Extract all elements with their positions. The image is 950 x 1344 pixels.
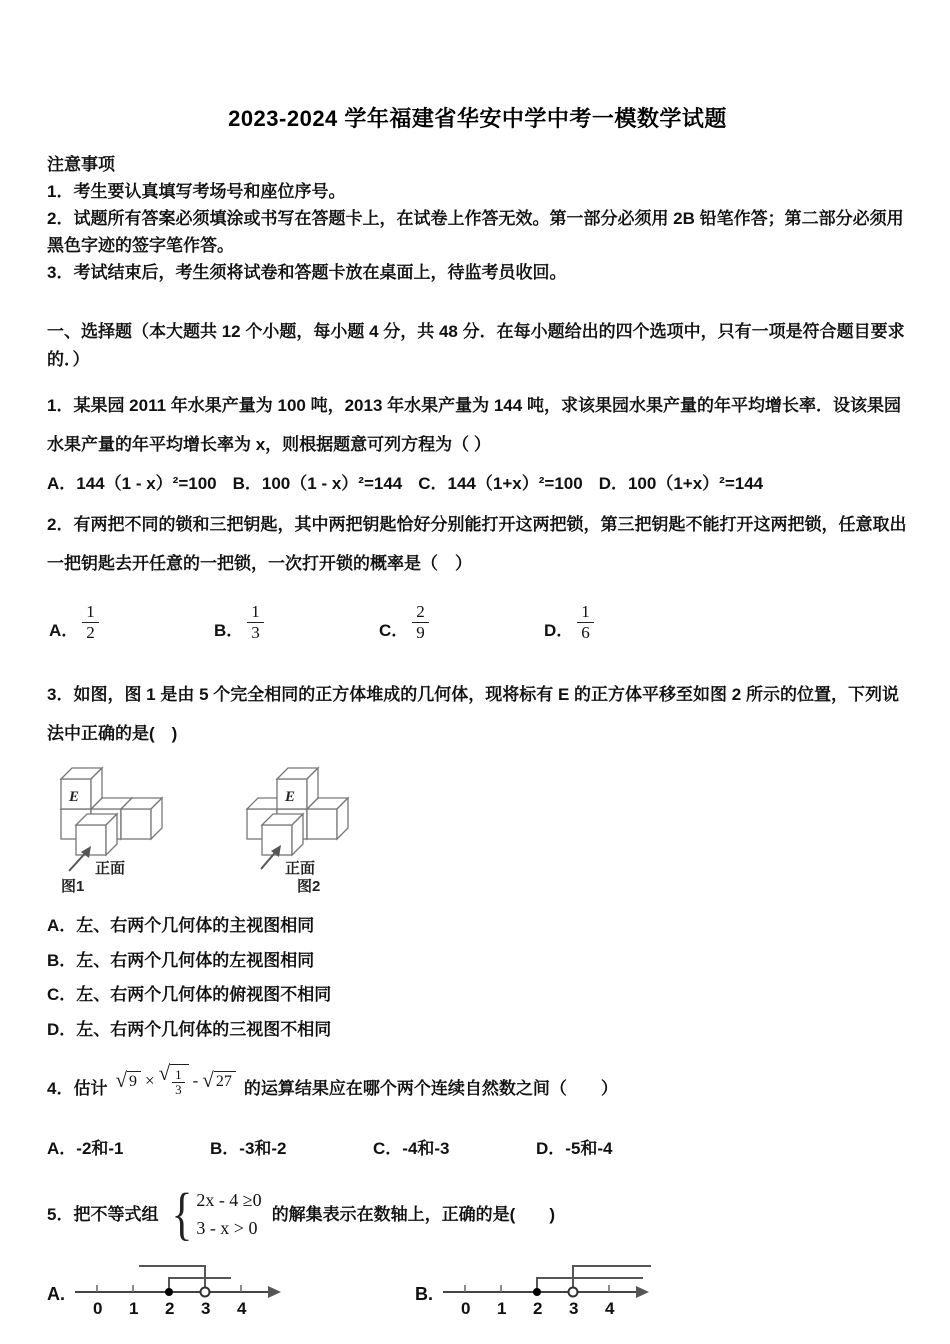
q1-option-c: C．144（1+x）²=100 xyxy=(418,474,583,493)
front-label-1: 正面 xyxy=(95,860,126,877)
times-sign: × xyxy=(145,1070,155,1090)
q2-option-a-fraction xyxy=(82,602,99,643)
question-5 xyxy=(47,1175,908,1319)
q1-option-b: B．100（1 - x）²=144 xyxy=(232,474,403,493)
q3-option-d: D．左、右两个几何体的三视图不相同 xyxy=(47,1019,332,1039)
radicand: 27 xyxy=(214,1071,236,1091)
q5-stem xyxy=(47,1175,908,1253)
numberline-label-2: 2 xyxy=(533,1299,543,1318)
q3-option-c: C．左、右两个几何体的俯视图不相同 xyxy=(47,985,332,1004)
cube-diagram-2 xyxy=(239,763,399,895)
fig1-caption: 图1 xyxy=(61,878,85,895)
radicand xyxy=(170,1064,189,1097)
q1-stem: 1．某果园 2011 年水果产量为 100 吨，2013 年水果产量为 144 吨，求该果园水果产量的年平均增长率．设该果园水果产量的年平均增长率为 x，则根据题意可列方程为（ ） xyxy=(47,396,901,454)
q2-option-c-fraction xyxy=(412,602,429,643)
q5-option-a-label: A. xyxy=(47,1283,65,1304)
inequality-2: 3 - x > 0 xyxy=(196,1218,258,1238)
numberline-label-4: 4 xyxy=(605,1299,615,1318)
numberline-label-2: 2 xyxy=(165,1299,175,1318)
notice-section xyxy=(47,151,908,286)
numberline-label-4: 4 xyxy=(237,1299,247,1318)
fraction-numerator: 1 xyxy=(581,601,590,621)
system-lines xyxy=(196,1186,261,1242)
radical-sign: √ xyxy=(158,1061,171,1085)
q4-stem xyxy=(47,1061,908,1108)
sqrt-9 xyxy=(115,1067,141,1092)
q4-stem-prefix: 4．估计 xyxy=(47,1079,108,1098)
numberline-label-1: 1 xyxy=(129,1299,139,1318)
inequality-system xyxy=(168,1181,262,1246)
fraction-denominator: 2 xyxy=(82,622,99,643)
inequality-1: 2x - 4 ≥0 xyxy=(196,1190,262,1210)
q2-option-a-label: A． xyxy=(49,620,79,640)
q3-figure xyxy=(53,763,908,895)
sqrt-one-third xyxy=(158,1061,189,1097)
notice-heading: 注意事项 xyxy=(47,155,115,174)
q2-option-d-fraction xyxy=(577,602,594,643)
fraction-denominator: 6 xyxy=(577,622,594,643)
q2-stem: 2．有两把不同的锁和三把钥匙，其中两把钥匙恰好分别能打开这两把锁，第三把钥匙不能打开这两把锁，任意取出一把钥匙去开任意的一把锁，一次打开锁的概率是（ ） xyxy=(47,515,907,573)
q3-figure-1 xyxy=(53,763,213,895)
q4-stem-suffix: 的运算结果应在哪个两个连续自然数之间（ ） xyxy=(243,1079,618,1098)
q5-options xyxy=(47,1257,908,1319)
numberline-label-0: 0 xyxy=(93,1299,103,1318)
q1-options xyxy=(47,464,908,503)
q3-option-b: B．左、右两个几何体的左视图相同 xyxy=(47,950,315,970)
q3-option-a: A．左、右两个几何体的主视图相同 xyxy=(47,916,315,935)
q2-option-b-fraction xyxy=(247,602,264,643)
q3-stem: 3．如图，图 1 是由 5 个完全相同的正方体堆成的几何体，现将标有 E 的正方体平移至如图 2 所示的位置，下列说法中正确的是( ) xyxy=(47,685,899,743)
q4-option-b: B．-3和-2 xyxy=(210,1139,287,1158)
minus-sign: - xyxy=(192,1070,199,1090)
fraction-numerator: 1 xyxy=(251,601,260,621)
numberline-b xyxy=(437,1257,657,1319)
q5-stem-prefix: 5．把不等式组 xyxy=(47,1204,159,1224)
sqrt-27 xyxy=(202,1067,236,1092)
numberline-label-1: 1 xyxy=(497,1299,507,1318)
cube-e-label: E xyxy=(69,789,80,805)
q1-option-d: D．100（1+x）²=144 xyxy=(598,474,764,493)
q2-option-d-label: D． xyxy=(544,620,574,640)
numberline-a xyxy=(69,1257,289,1319)
q5-option-b xyxy=(415,1257,657,1319)
q5-option-b-label: B. xyxy=(415,1283,433,1304)
numberline-label-0: 0 xyxy=(461,1299,471,1318)
q5-stem-suffix: 的解集表示在数轴上，正确的是( ) xyxy=(271,1204,556,1224)
radicand: 9 xyxy=(127,1071,141,1091)
q3-figure-2 xyxy=(239,763,399,895)
notice-item-3: 3．考试结束后，考生须将试卷和答题卡放在桌面上，待监考员收回。 xyxy=(47,263,567,282)
one-third-fraction xyxy=(172,1068,185,1097)
fraction-numerator: 2 xyxy=(416,601,425,621)
question-4 xyxy=(47,1061,908,1159)
q4-options xyxy=(47,1134,908,1159)
exam-title: 2023-2024 学年福建省华安中学中考一模数学试题 xyxy=(228,106,727,131)
q3-options xyxy=(47,909,908,1047)
q5-option-a xyxy=(47,1257,289,1319)
cube-e-label: E xyxy=(285,789,296,805)
fraction-denominator: 9 xyxy=(412,622,429,643)
q2-option-d xyxy=(544,602,709,643)
numberline-label-3: 3 xyxy=(569,1299,579,1318)
q2-option-b xyxy=(214,602,379,643)
fraction-numerator: 1 xyxy=(175,1067,182,1082)
q1-option-a: A．144（1 - x）²=100 xyxy=(47,474,217,493)
q2-options xyxy=(49,593,908,651)
fraction-denominator: 3 xyxy=(247,622,264,643)
system-brace: { xyxy=(171,1181,193,1246)
fig2-caption: 图2 xyxy=(297,878,321,895)
q4-option-c: C．-4和-3 xyxy=(373,1139,450,1158)
q4-formula xyxy=(115,1061,235,1097)
q2-option-a xyxy=(49,602,214,643)
question-2 xyxy=(47,505,908,651)
notice-item-2: 2．试题所有答案必须填涂或书写在答题卡上，在试卷上作答无效。第一部分必须用 2B 铅笔作答；第二部分必须用黑色字迹的签字笔作答。 xyxy=(47,209,904,255)
notice-item-1: 1．考生要认真填写考场号和座位序号。 xyxy=(47,182,346,201)
section1-heading: 一、选择题（本大题共 12 个小题，每小题 4 分，共 48 分．在每小题给出的四个选项中，只有一项是符合题目要求的．） xyxy=(47,322,905,369)
radical-sign: √ xyxy=(202,1067,214,1092)
cube-diagram-1 xyxy=(53,763,213,895)
numberline-a-svg xyxy=(69,1257,289,1319)
question-1 xyxy=(47,386,908,503)
q4-option-d: D．-5和-4 xyxy=(536,1139,613,1158)
fraction-numerator: 1 xyxy=(86,601,95,621)
front-label-2: 正面 xyxy=(285,860,316,877)
q4-option-a: A．-2和-1 xyxy=(47,1139,124,1158)
numberline-b-svg xyxy=(437,1257,657,1319)
q2-option-b-label: B． xyxy=(214,620,244,640)
question-3 xyxy=(47,675,908,1047)
radical-sign: √ xyxy=(115,1067,127,1092)
fraction-denominator: 3 xyxy=(172,1082,185,1097)
numberline-label-3: 3 xyxy=(201,1299,211,1318)
q2-option-c-label: C． xyxy=(379,620,409,640)
q2-option-c xyxy=(379,602,544,643)
